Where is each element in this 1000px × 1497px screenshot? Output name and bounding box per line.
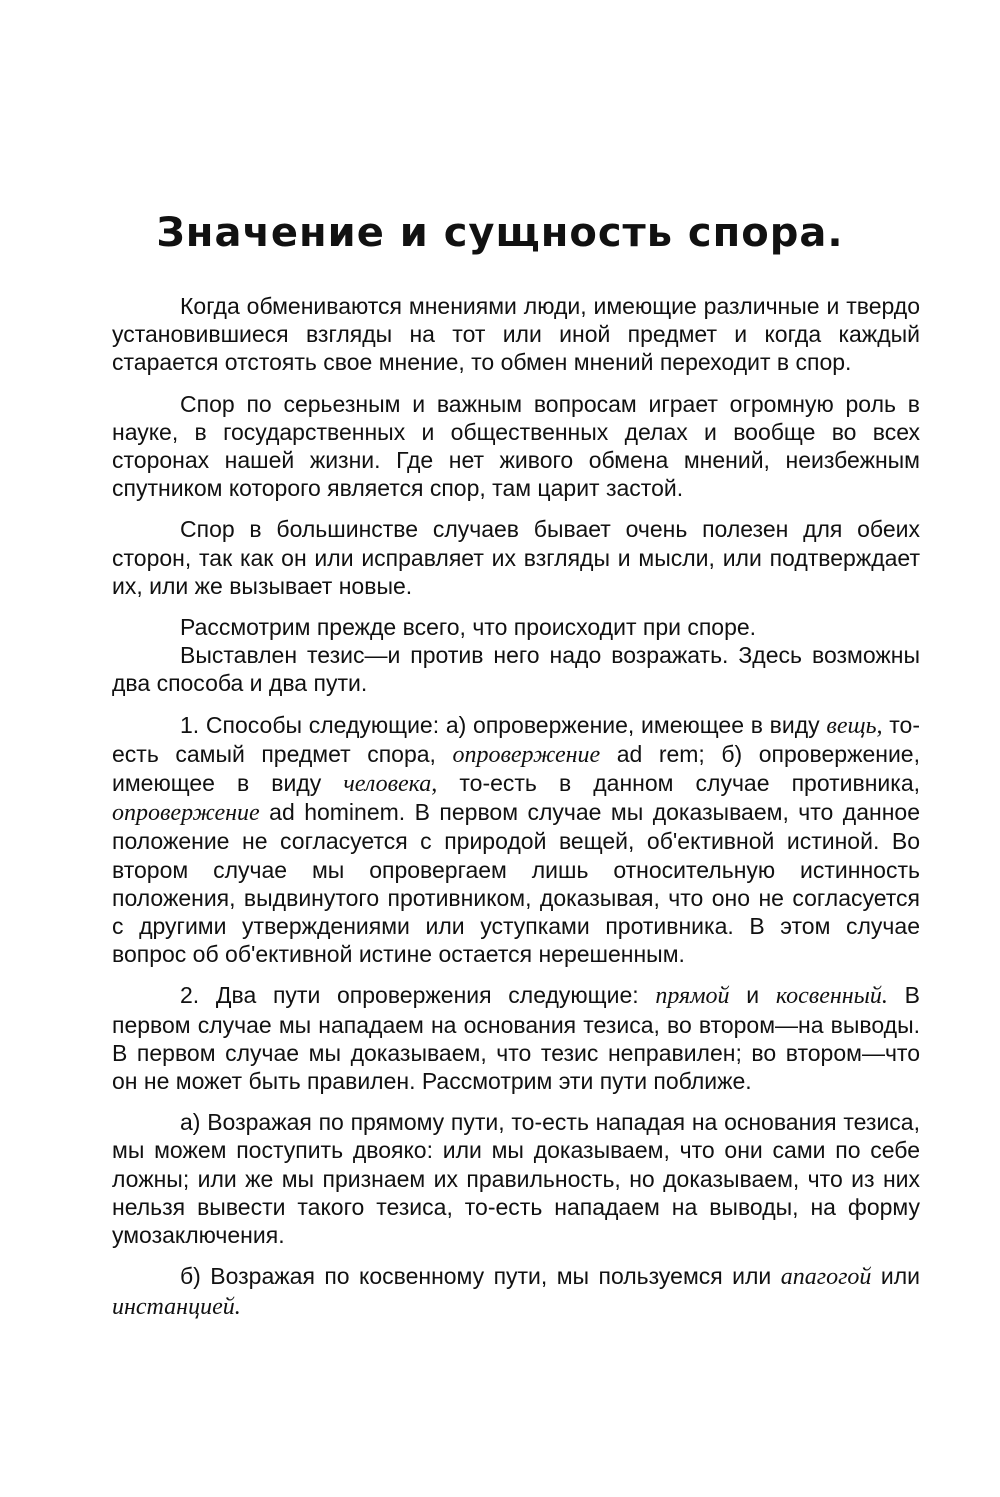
paragraph-9	[112, 1262, 920, 1320]
paragraph-6-text-1: 1. Способы следующие: а) опровержение, имеющее в виду	[180, 711, 827, 738]
paragraph-2: Спор по серьезным и важным вопросам играет огромную роль в науке, в государственных и общественных делах и вообще во всех сторонах нашей жизни. Где нет живого обмена мнений, неизбежным спутником которого является спор, там царит застой.	[112, 390, 920, 502]
paragraph-8: а) Возражая по прямому пути, то-есть нападая на основания тезиса, мы можем поступить двояко: или мы доказываем, что они сами по себе ложны; или же мы признаем их правильность, но доказываем, что из них нельзя вывести такого тезиса, то-есть нападаем на выводы, на форму умозаключения.	[112, 1109, 920, 1249]
paragraph-7-italic-2: косвенный.	[775, 983, 888, 1010]
paragraph-7-text-3: В первом случае мы нападаем на основания тезиса, во втором—на выводы. В первом случае мы доказываем, что тезис неправилен; во втором—что он не может быть правилен. Рассмотрим эти пути поближе.	[112, 982, 920, 1095]
paragraph-7	[112, 981, 920, 1095]
paragraph-4: Рассмотрим прежде всего, что происходит при споре.	[180, 614, 757, 641]
paragraph-6-italic-1: вещь,	[826, 712, 883, 739]
paragraph-5: Выставлен тезис—и против него надо возражать. Здесь возможны два способа и два пути.	[112, 642, 920, 697]
paragraph-6-italic-2: опровержение	[452, 741, 601, 768]
paragraph-6	[112, 711, 920, 969]
paragraph-9-text-2: или	[871, 1263, 920, 1290]
paragraph-3: Спор в большинстве случаев бывает очень полезен для обеих сторон, так как он или исправляет их взгляды и мысли, или подтверждает их, или же вызывает новые.	[112, 516, 920, 599]
paragraph-9-text-1: б) Возражая по косвенному пути, мы пользуемся или	[180, 1263, 781, 1290]
paragraph-9-italic-1: апагогой	[780, 1264, 872, 1291]
paragraph-1: Когда обмениваются мнениями люди, имеющие различные и твердо установившиеся взгляды на тот или иной предмет и когда каждый старается отстоять свое мнение, то обмен мнений переходит в спор.	[112, 293, 920, 376]
paragraph-9-italic-2: инстанцией.	[112, 1293, 241, 1320]
page-title: Значение и сущность спора.	[156, 210, 844, 256]
paragraph-6-text-5: ad hominem. В первом случае мы доказываем, что данное положение не согласуется с природой вещей, об'ективной истиной. Во втором случае мы опровергаем лишь относительную истинность положения, выдвинутого противником, доказывая, что оно не согласуется с другими утверждениями или уступками противника. В этом случае вопрос об об'ективной истине остается нерешенным.	[112, 799, 920, 968]
paragraph-7-text-2: и	[729, 982, 776, 1009]
paragraph-7-text-1: 2. Два пути опровержения следующие:	[180, 982, 656, 1009]
paragraph-7-italic-1: прямой	[655, 983, 730, 1010]
paragraph-6-italic-4: опровержение	[112, 800, 260, 827]
document-body	[112, 292, 920, 1334]
paragraph-6-text-2: то-есть самый предмет спора,	[112, 711, 920, 767]
paragraph-6-italic-3: человека,	[343, 771, 438, 798]
paragraph-6-text-3: ad rem; б) опровержение, имеющее в виду	[112, 740, 920, 797]
paragraph-6-text-4: то-есть в данном случае противника,	[437, 770, 921, 797]
